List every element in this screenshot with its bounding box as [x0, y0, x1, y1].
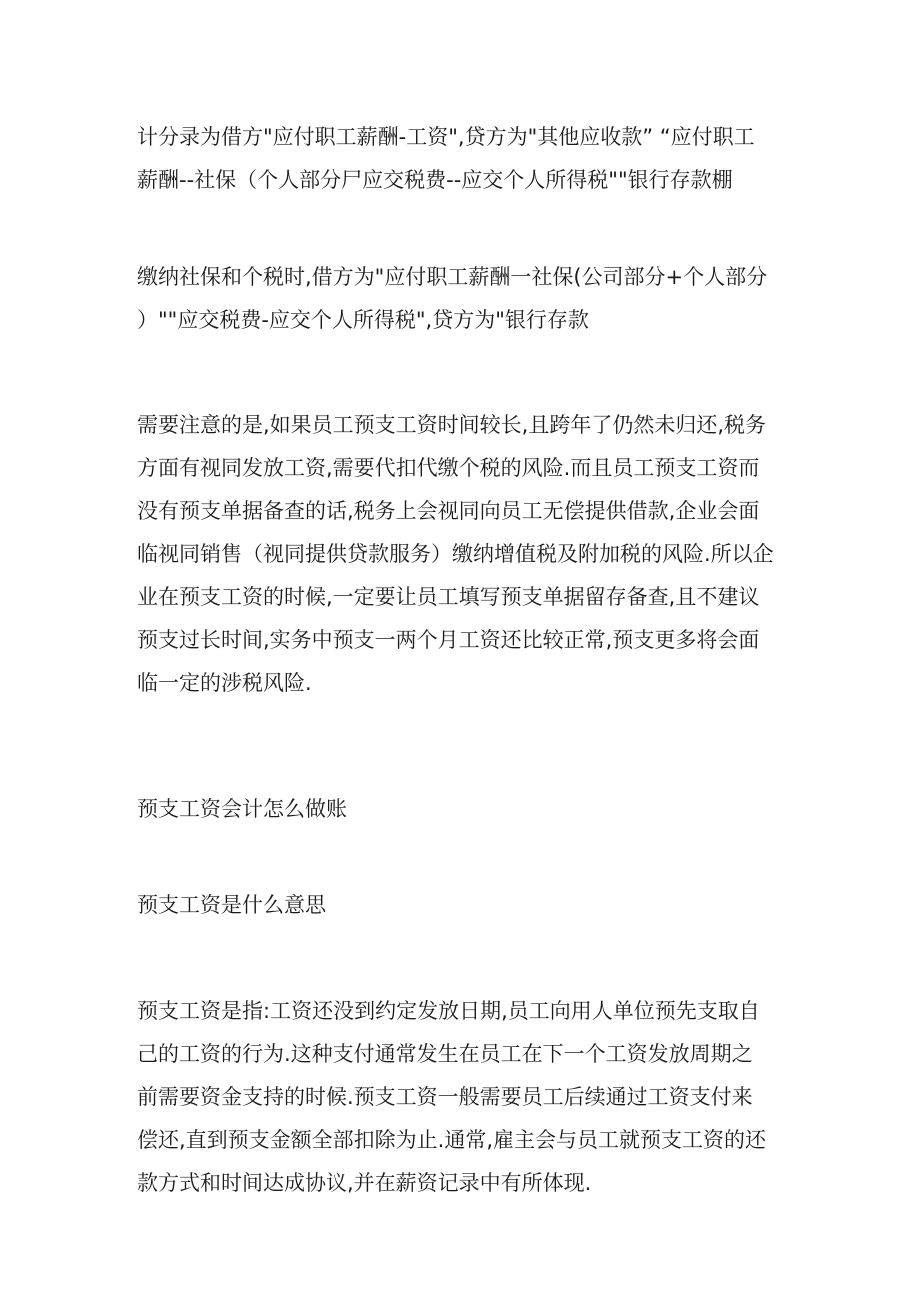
text-line: 预支过长时间,实务中预支一两个月工资还比较正常,预支更多将会面 — [137, 628, 760, 652]
text-line: 计分录为借方"应付职工薪酬-工资",贷方为"其他应收款” “应付职工 — [137, 125, 755, 149]
heading-advance-salary-meaning — [137, 884, 797, 927]
text-line: 需要注意的是,如果员工预支工资时间较长,且跨年了仍然未归还,税务 — [137, 413, 767, 437]
text-line: 前需要资金支持的时候.预支工资一般需要员工后续通过工资支付来 — [137, 1085, 753, 1109]
text-line: 预支工资是指:工资还没到约定发放日期,员工向用人单位预先支取自 — [137, 999, 760, 1023]
paragraph-tax-risk-note — [137, 404, 797, 705]
text-line: 缴纳社保和个税时,借方为"应付职工薪酬一社保(公司部分+个人部分 — [137, 265, 768, 289]
text-line: 业在预支工资的时候,一定要让员工填写预支单据留存备查,且不建议 — [137, 585, 760, 609]
paragraph-social-security-payment — [137, 256, 797, 342]
heading-text: 预支工资是什么意思 — [137, 893, 326, 917]
text-line: 薪酬--社保（个人部分尸应交税费--应交个人所得税""银行存款棚 — [137, 168, 733, 192]
text-line: 方面有视同发放工资,需要代扣代缴个税的风险.而且员工预支工资而 — [137, 456, 760, 480]
paragraph-advance-salary-definition — [137, 990, 797, 1205]
text-line: 款方式和时间达成协议,并在薪资记录中有所体现. — [137, 1171, 592, 1195]
text-line: 己的工资的行为.这种支付通常发生在员工在下一个工资发放周期之 — [137, 1042, 753, 1066]
text-line: 临一定的涉税风险. — [137, 671, 312, 695]
heading-text: 预支工资会计怎么做账 — [137, 797, 347, 821]
text-line: 没有预支单据备查的话,税务上会视同向员工无偿提供借款,企业会面 — [137, 499, 760, 523]
paragraph-accounting-entry — [137, 116, 797, 202]
heading-advance-salary-accounting — [137, 788, 797, 831]
text-line: 偿还,直到预支金额全部扣除为止.通常,雇主会与员工就预支工资的还 — [137, 1128, 767, 1152]
text-line: ）""应交税费-应交个人所得税",贷方为"银行存款 — [137, 308, 589, 332]
text-line: 临视同销售（视同提供贷款服务）缴纳增值税及附加税的风险.所以企 — [137, 542, 774, 566]
